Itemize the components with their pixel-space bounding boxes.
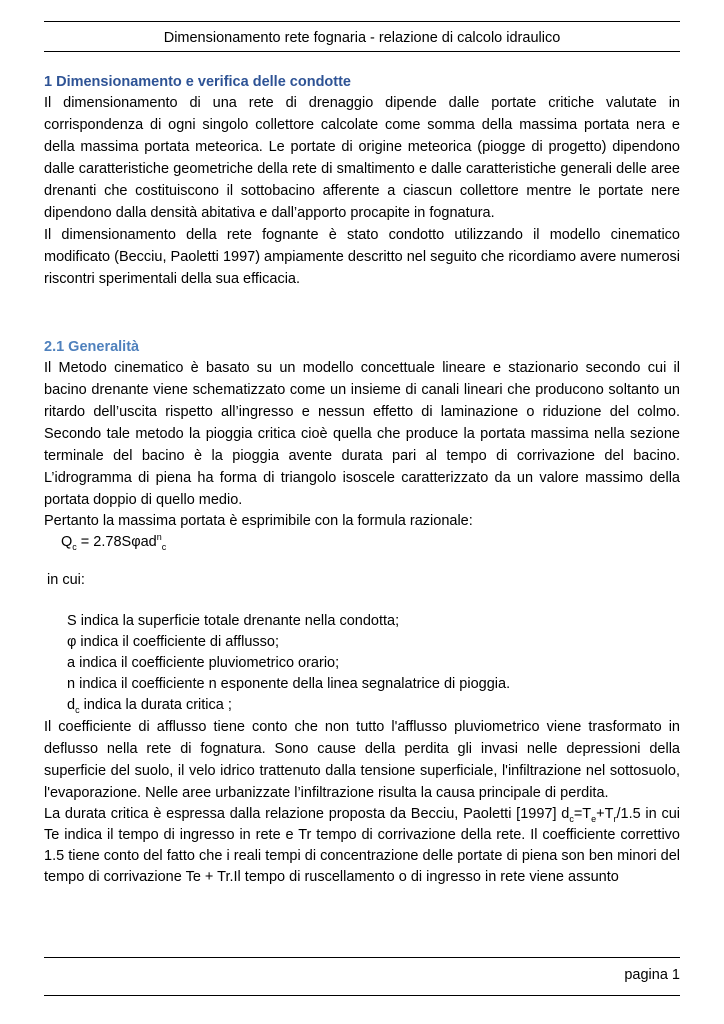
section-2-1-heading: 2.1 Generalità (44, 339, 140, 355)
footer-top-rule (44, 957, 680, 958)
header-top-rule (44, 21, 680, 22)
spacer (44, 290, 680, 337)
spacer (44, 590, 680, 611)
in-cui-label: in cui: (47, 572, 85, 588)
definition-n: n indica il coefficiente n esponente della linea segnalatrice di pioggia. (67, 676, 511, 692)
definition-phi: φ indica il coefficiente di afflusso; (67, 634, 279, 650)
section-1-paragraph-1: Il dimensionamento di una rete di drenaggio dipende dalle portate critiche valutate in corrispondenza di ogni singolo collettore calcolate come somma della massima portata nera e della massima portata meteorica. Le portate di origine meteorica (piogge di progetto) dipendono dalle caratteristiche geometriche della rete di smaltimento e dalle caratteristiche generali delle aree drenanti che costituiscono il sottobacino afferente a ciascun collettore mentre le portate nere dipendono dalla densità abitativa e dall’apporto procapite in fognatura. (44, 95, 680, 221)
section-2-1-paragraph-2: Pertanto la massima portata è esprimibile con la formula razionale: (44, 513, 473, 529)
paragraph-coefficiente-afflusso: Il coefficiente di afflusso tiene conto che non tutto l'afflusso pluviometrico viene trasformato in deflusso nella rete di fognatura. Sono cause della perdita gli invasi nelle depressioni della superficie del suolo, il velo idrico trattenuto dalla tensione superficiale, l'infiltrazione nel sottosuolo, l'evaporazione. Nelle aree urbanizzate l’infiltrazione risulta la causa principale di perdita. (44, 719, 680, 801)
header-bottom-rule (44, 51, 680, 52)
footer-bottom-rule (44, 995, 680, 996)
document-header-title: Dimensionamento rete fognaria - relazione di calcolo idraulico (163, 30, 561, 46)
section-1-paragraph-2: Il dimensionamento della rete fognante è stato condotto utilizzando il modello cinematico modificato (Becciu, Paoletti 1997) ampiamente descritto nel seguito che ricordiamo avere numerosi riscontri sperimentali della sua efficacia. (44, 227, 680, 287)
paragraph-durata-critica: La durata critica è espressa dalla relazione proposta da Becciu, Paoletti [1997] $d_c=T_e+T_r/1.5$ in cui Te indica il tempo di ingresso in rete e Tr tempo di corrivazione della rete. Il coefficiente correttivo 1.5 tiene conto del fatto che i reali tempi di concentrazione delle portate di piena son ben minori del tempo di corrivazione Te + Tr.Il tempo di ruscellamento o di ingresso in rete viene assunto (44, 806, 680, 885)
definition-s: S indica la superficie totale drenante nella condotta; (67, 613, 400, 629)
definition-a: a indica il coefficiente pluviometrico orario; (67, 655, 340, 671)
page-number: pagina 1 (624, 967, 680, 983)
page-content (44, 72, 680, 888)
section-2-1-paragraph-1: Il Metodo cinematico è basato su un modello concettuale lineare e stazionario secondo cui il bacino drenante viene schematizzato come un insieme di canali lineari che producono soltanto un ritardo dell’uscita rispetto all’ingresso e nessun effetto di laminazione o riduzione del colmo. Secondo tale metodo la pioggia critica cioè quella che produce la portata massima nella sezione terminale del bacino è la pioggia avente durata pari al tempo di corrivazione del bacino. L’idrogramma di piena ha forma di triangolo isoscele caratterizzato da un valore massimo della portata doppio di quello medio. (44, 360, 680, 508)
rational-formula: $Q_c = 2.78S\varphi ad^n_c$ (61, 532, 167, 552)
spacer (44, 552, 680, 570)
definition-dc: $d_c$ indica la durata critica ; (67, 697, 232, 715)
section-1-heading: 1 Dimensionamento e verifica delle condotte (44, 74, 351, 90)
